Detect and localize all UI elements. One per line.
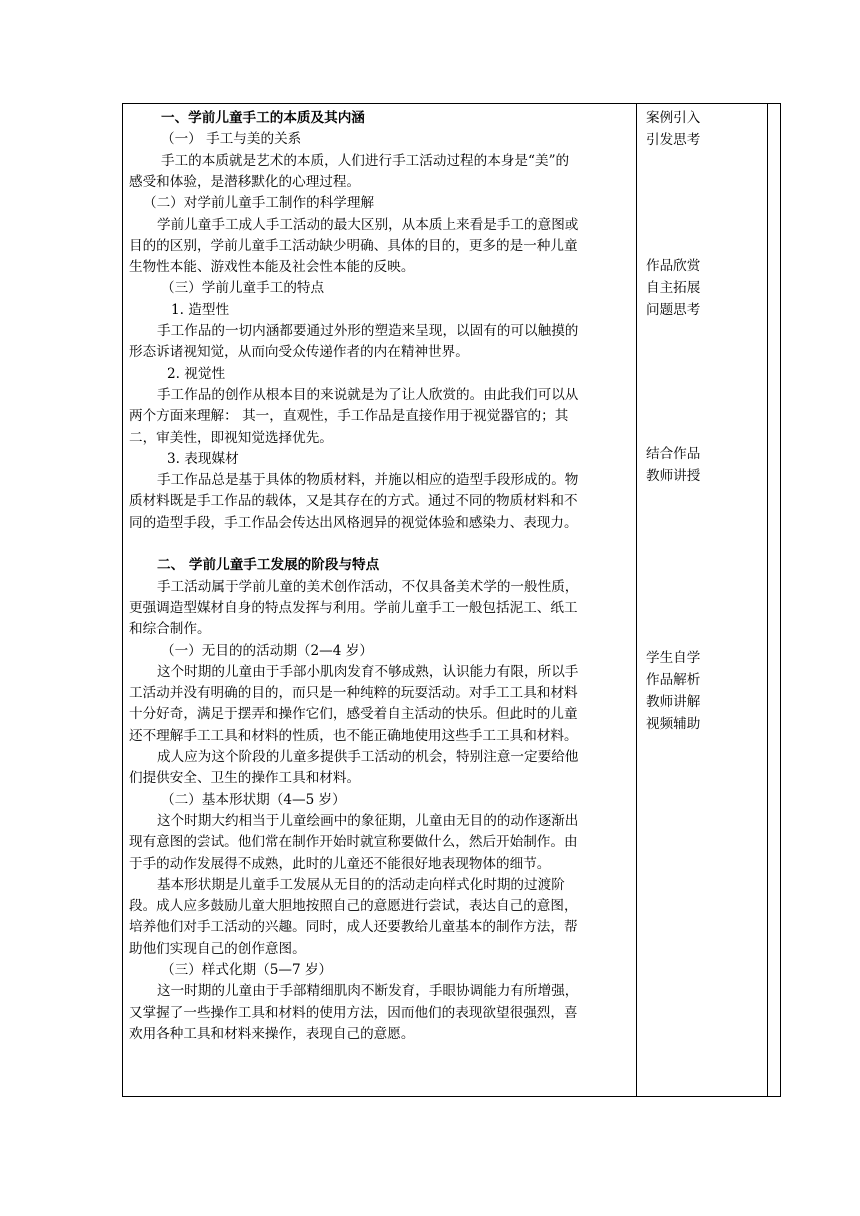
content-line: 二，审美性，即视知觉选择优先。 <box>129 429 333 446</box>
method-note: 作品欣赏 <box>646 258 701 274</box>
lesson-table <box>122 103 781 1097</box>
method-note: 视频辅助 <box>646 716 701 732</box>
content-line: 十分好奇，满足于摆弄和操作它们，感受着自主活动的快乐。但此时的儿童 <box>129 706 578 723</box>
content-line: 3. 表现媒材 <box>167 450 239 467</box>
content-line: 质材料既是手工作品的载体，又是其存在的方式。通过不同的物质材料和不 <box>129 493 578 510</box>
content-line: 更强调造型媒材自身的特点发挥与利用。学前儿童手工一般包括泥工、纸工 <box>129 599 578 616</box>
method-note: 教师讲解 <box>646 694 701 710</box>
content-line: 段。成人应多鼓励儿童大胆地按照自己的意愿进行尝试，表达自己的意图， <box>129 898 578 915</box>
content-line: （一）无目的的活动期（2—4 岁） <box>161 642 373 659</box>
method-note: 引发思考 <box>646 132 701 148</box>
method-note: 自主拓展 <box>646 280 701 296</box>
blank-column <box>768 104 780 1096</box>
content-line: 和综合制作。 <box>129 621 211 638</box>
method-column <box>637 104 768 1096</box>
content-line: 这一时期的儿童由于手部精细肌肉不断发育，手眼协调能力有所增强， <box>157 983 579 1000</box>
content-line: 学前儿童手工成人手工活动的最大区别，从本质上来看是手工的意图或 <box>157 216 579 233</box>
content-line: 们提供安全、卫生的操作工具和材料。 <box>129 770 361 787</box>
content-line: 培养他们对手工活动的兴趣。同时，成人还要教给儿童基本的制作方法，帮 <box>129 919 578 936</box>
content-line: 助他们实现自己的创作意图。 <box>129 940 306 957</box>
content-line: （二）基本形状期（4—5 岁） <box>161 791 346 808</box>
content-line: 欢用各种工具和材料来操作，表现自己的意愿。 <box>129 1025 415 1042</box>
content-line: 同的造型手段，手工作品会传达出风格迥异的视觉体验和感染力、表现力。 <box>129 514 578 531</box>
content-line: 又掌握了一些操作工具和材料的使用方法，因而他们的表现欲望很强烈，喜 <box>129 1004 578 1021</box>
content-line: 2. 视觉性 <box>167 365 226 382</box>
content-line: 手工作品总是基于具体的物质材料，并施以相应的造型手段形成的。物 <box>157 472 579 489</box>
content-line: 形态诉诸视知觉，从而向受众传递作者的内在精神世界。 <box>129 344 469 361</box>
content-line: 二、 学前儿童手工发展的阶段与特点 <box>157 557 380 574</box>
method-note: 作品解析 <box>646 672 701 688</box>
content-line: 还不理解手工工具和材料的性质，也不能正确地使用这些手工工具和材料。 <box>129 727 578 744</box>
content-line: 手工的本质就是艺术的本质，人们进行手工活动过程的本身是“美”的 <box>161 152 570 169</box>
content-line: 工活动并没有明确的目的，而只是一种纯粹的玩耍活动。对手工工具和材料 <box>129 685 578 702</box>
content-line: 一、学前儿童手工的本质及其内涵 <box>161 110 365 126</box>
content-line: 感受和体验，是潜移默化的心理过程。 <box>129 173 361 190</box>
method-note: 结合作品 <box>646 446 701 462</box>
content-line: 目的的区别，学前儿童手工活动缺少明确、具体的目的，更多的是一种儿童 <box>129 237 578 254</box>
content-line: 手工作品的一切内涵都要通过外形的塑造来呈现，以固有的可以触摸的 <box>157 323 579 339</box>
content-line: 于手的动作发展得不成熟，此时的儿童还不能很好地表现物体的细节。 <box>129 855 551 872</box>
method-note: 问题思考 <box>646 302 701 318</box>
method-note: 案例引入 <box>646 110 701 126</box>
content-line: （三）学前儿童手工的特点 <box>161 280 325 297</box>
content-line: 手工活动属于学前儿童的美术创作活动，不仅具备美术学的一般性质， <box>157 578 579 595</box>
content-column <box>123 104 637 1096</box>
content-line: 生物性本能、游戏性本能及社会性本能的反映。 <box>129 259 415 276</box>
content-line: 现有意图的尝试。他们常在制作开始时就宣称要做什么，然后开始制作。由 <box>129 834 578 851</box>
method-note: 学生自学 <box>646 650 701 666</box>
content-line: 基本形状期是儿童手工发展从无目的的活动走向样式化时期的过渡阶 <box>157 876 565 893</box>
content-line: （一） 手工与美的关系 <box>161 131 302 148</box>
content-line: 这个时期大约相当于儿童绘画中的象征期，儿童由无目的的动作逐渐出 <box>157 812 579 829</box>
content-line: 两个方面来理解： 其一，直观性，手工作品是直接作用于视觉器官的；其 <box>129 408 569 425</box>
method-note: 教师讲授 <box>646 468 701 484</box>
content-line: 手工作品的创作从根本目的来说就是为了让人欣赏的。由此我们可以从 <box>157 386 579 403</box>
content-line: 这个时期的儿童由于手部小肌肉发育不够成熟，认识能力有限，所以手 <box>157 663 579 680</box>
content-line: （二）对学前儿童手工制作的科学理解 <box>143 195 375 212</box>
content-line: 成人应为这个阶段的儿童多提供手工活动的机会，特别注意一定要给他 <box>157 749 579 765</box>
content-line: （三）样式化期（5—7 岁） <box>161 962 333 978</box>
content-line: 1. 造型性 <box>171 301 230 318</box>
